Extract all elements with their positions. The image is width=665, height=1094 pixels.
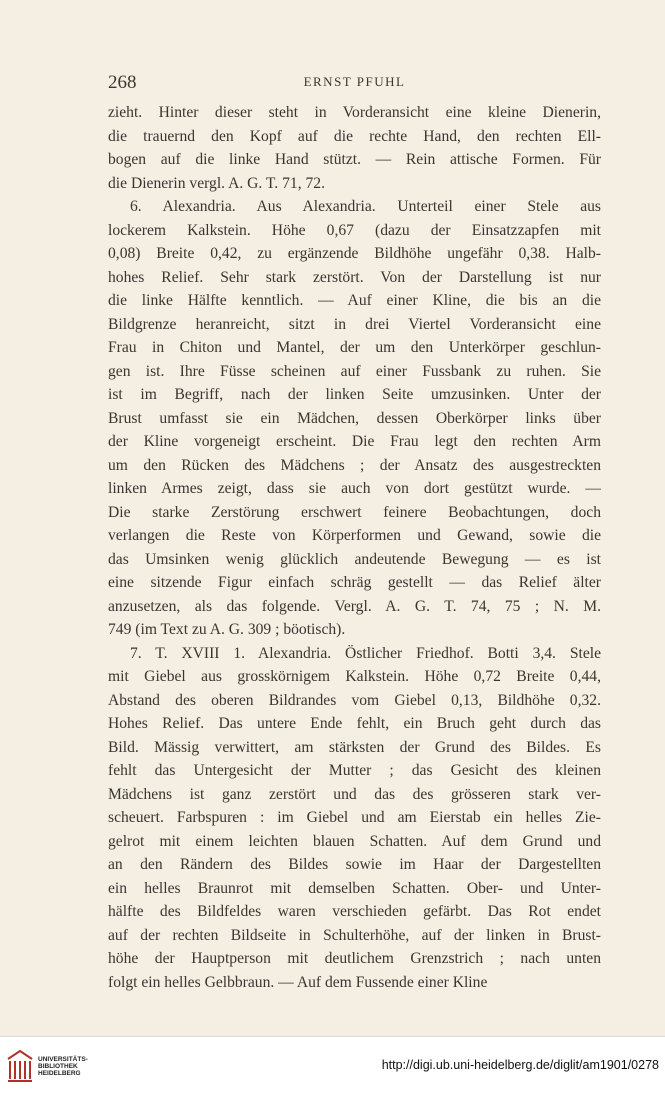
text-line: ein helles Braunrot mit demselben Schatten. Ober- und Unter- xyxy=(108,879,601,897)
text-line: auf der rechten Bildseite in Schulterhöhe, auf der linken in Brust- xyxy=(108,926,601,944)
text-line: 749 (im Text zu A. G. 309 ; böotisch). xyxy=(108,621,346,638)
university-library-logo-icon[interactable] xyxy=(6,1049,34,1083)
page-number: 268 xyxy=(108,72,137,93)
library-line: HEIDELBERG xyxy=(38,1070,81,1078)
text-line: die linke Hälfte kenntlich. — Auf einer Kline, die bis an die xyxy=(108,292,601,309)
running-title: ERNST PFUHL xyxy=(303,74,406,89)
text-line: zieht. Hinter dieser steht in Vorderansicht eine kleine Dienerin, xyxy=(108,104,601,121)
text-line: Bild. Mässig verwittert, am stärksten der Grund des Bildes. Es xyxy=(108,738,601,756)
text-line: scheuert. Farbspuren : im Giebel und am Eierstab ein helles Zie- xyxy=(108,809,601,826)
library-line: BIBLIOTHEK xyxy=(38,1063,78,1071)
body-text xyxy=(108,101,601,994)
library-name xyxy=(38,1056,88,1078)
text-line: gen ist. Ihre Füsse scheinen auf einer Fussbank zu ruhen. Sie xyxy=(108,362,601,380)
text-line: lockerem Kalkstein. Höhe 0,67 (dazu der Einsatzzapfen mit xyxy=(108,221,601,239)
text-line: 7. T. XVIII 1. Alexandria. Östlicher Friedhof. Botti 3,4. Stele xyxy=(130,644,601,662)
text-line: hälfte des Bildfeldes waren verschieden gefärbt. Das Rot endet xyxy=(108,903,601,920)
text-line: Abstand des oberen Bildrandes vom Giebel 0,13, Bildhöhe 0,32. xyxy=(108,691,601,709)
viewer-footer xyxy=(0,1036,665,1094)
text-line: der Kline vorgeneigt erscheint. Die Frau legt den rechten Arm xyxy=(108,433,601,450)
text-line: das Umsinken wenig glücklich andeutende Bewegung — es ist xyxy=(108,550,601,568)
text-line: fehlt das Untergesicht der Mutter ; das Gesicht des kleinen xyxy=(108,762,601,779)
page-header xyxy=(108,72,601,94)
text-line: folgt ein helles Gelbbraun. — Auf dem Fussende einer Kline xyxy=(108,973,488,991)
text-line: Brust umfasst sie ein Mädchen, dessen Oberkörper links über xyxy=(108,409,601,427)
text-line: die trauernd den Kopf auf die rechte Hand, den rechten Ell- xyxy=(108,127,601,145)
text-line: höhe der Hauptperson mit deutlichem Grenzstrich ; nach unten xyxy=(108,950,601,967)
text-line: eine sitzende Figur einfach schräg gestellt — das Relief älter xyxy=(108,574,601,591)
library-line: UNIVERSITÄTS- xyxy=(38,1056,88,1063)
text-line: anzusetzen, als das folgende. Vergl. A. G. T. 74, 75 ; N. M. xyxy=(108,597,601,615)
text-line: Hohes Relief. Das untere Ende fehlt, ein Bruch geht durch das xyxy=(108,715,601,732)
text-line: mit Giebel aus grosskörnigem Kalkstein. Höhe 0,72 Breite 0,44, xyxy=(108,668,601,685)
text-line: Bildgrenze heranreicht, sitzt in drei Viertel Vorderansicht eine xyxy=(108,315,601,333)
text-line: hohes Relief. Sehr stark zerstört. Von der Darstellung ist nur xyxy=(108,268,601,286)
text-line: verlangen die Reste von Körperformen und Gewand, sowie die xyxy=(108,527,601,544)
permalink-url[interactable]: http://digi.ub.uni-heidelberg.de/diglit/am1901/0278 xyxy=(381,1058,659,1072)
text-line: Frau in Chiton und Mantel, der um den Unterkörper geschlun- xyxy=(108,339,601,356)
text-line: die Dienerin vergl. A. G. T. 71, 72. xyxy=(108,174,325,192)
text-line: ist im Begriff, nach der linken Seite umzusinken. Unter der xyxy=(108,386,601,403)
text-line: bogen auf die linke Hand stützt. — Rein attische Formen. Für xyxy=(108,151,601,168)
text-line: Mädchens ist ganz zerstört und das des grösseren stark ver- xyxy=(108,785,601,803)
text-line: an den Rändern des Bildes sowie im Haar der Dargestellten xyxy=(108,856,601,873)
text-line: gelrot mit einem leichten blauen Schatten. Auf dem Grund und xyxy=(108,832,601,850)
text-line: linken Armes zeigt, dass sie auch von dort gestützt wurde. — xyxy=(108,480,601,497)
text-line: 0,08) Breite 0,42, zu ergänzende Bildhöhe ungefähr 0,38. Halb- xyxy=(108,245,601,262)
text-line: Die starke Zerstörung erschwert feinere Beobachtungen, doch xyxy=(108,503,601,521)
text-line: um den Rücken des Mädchens ; der Ansatz des ausgestreckten xyxy=(108,456,601,474)
text-line: 6. Alexandria. Aus Alexandria. Unterteil einer Stele aus xyxy=(130,198,601,215)
